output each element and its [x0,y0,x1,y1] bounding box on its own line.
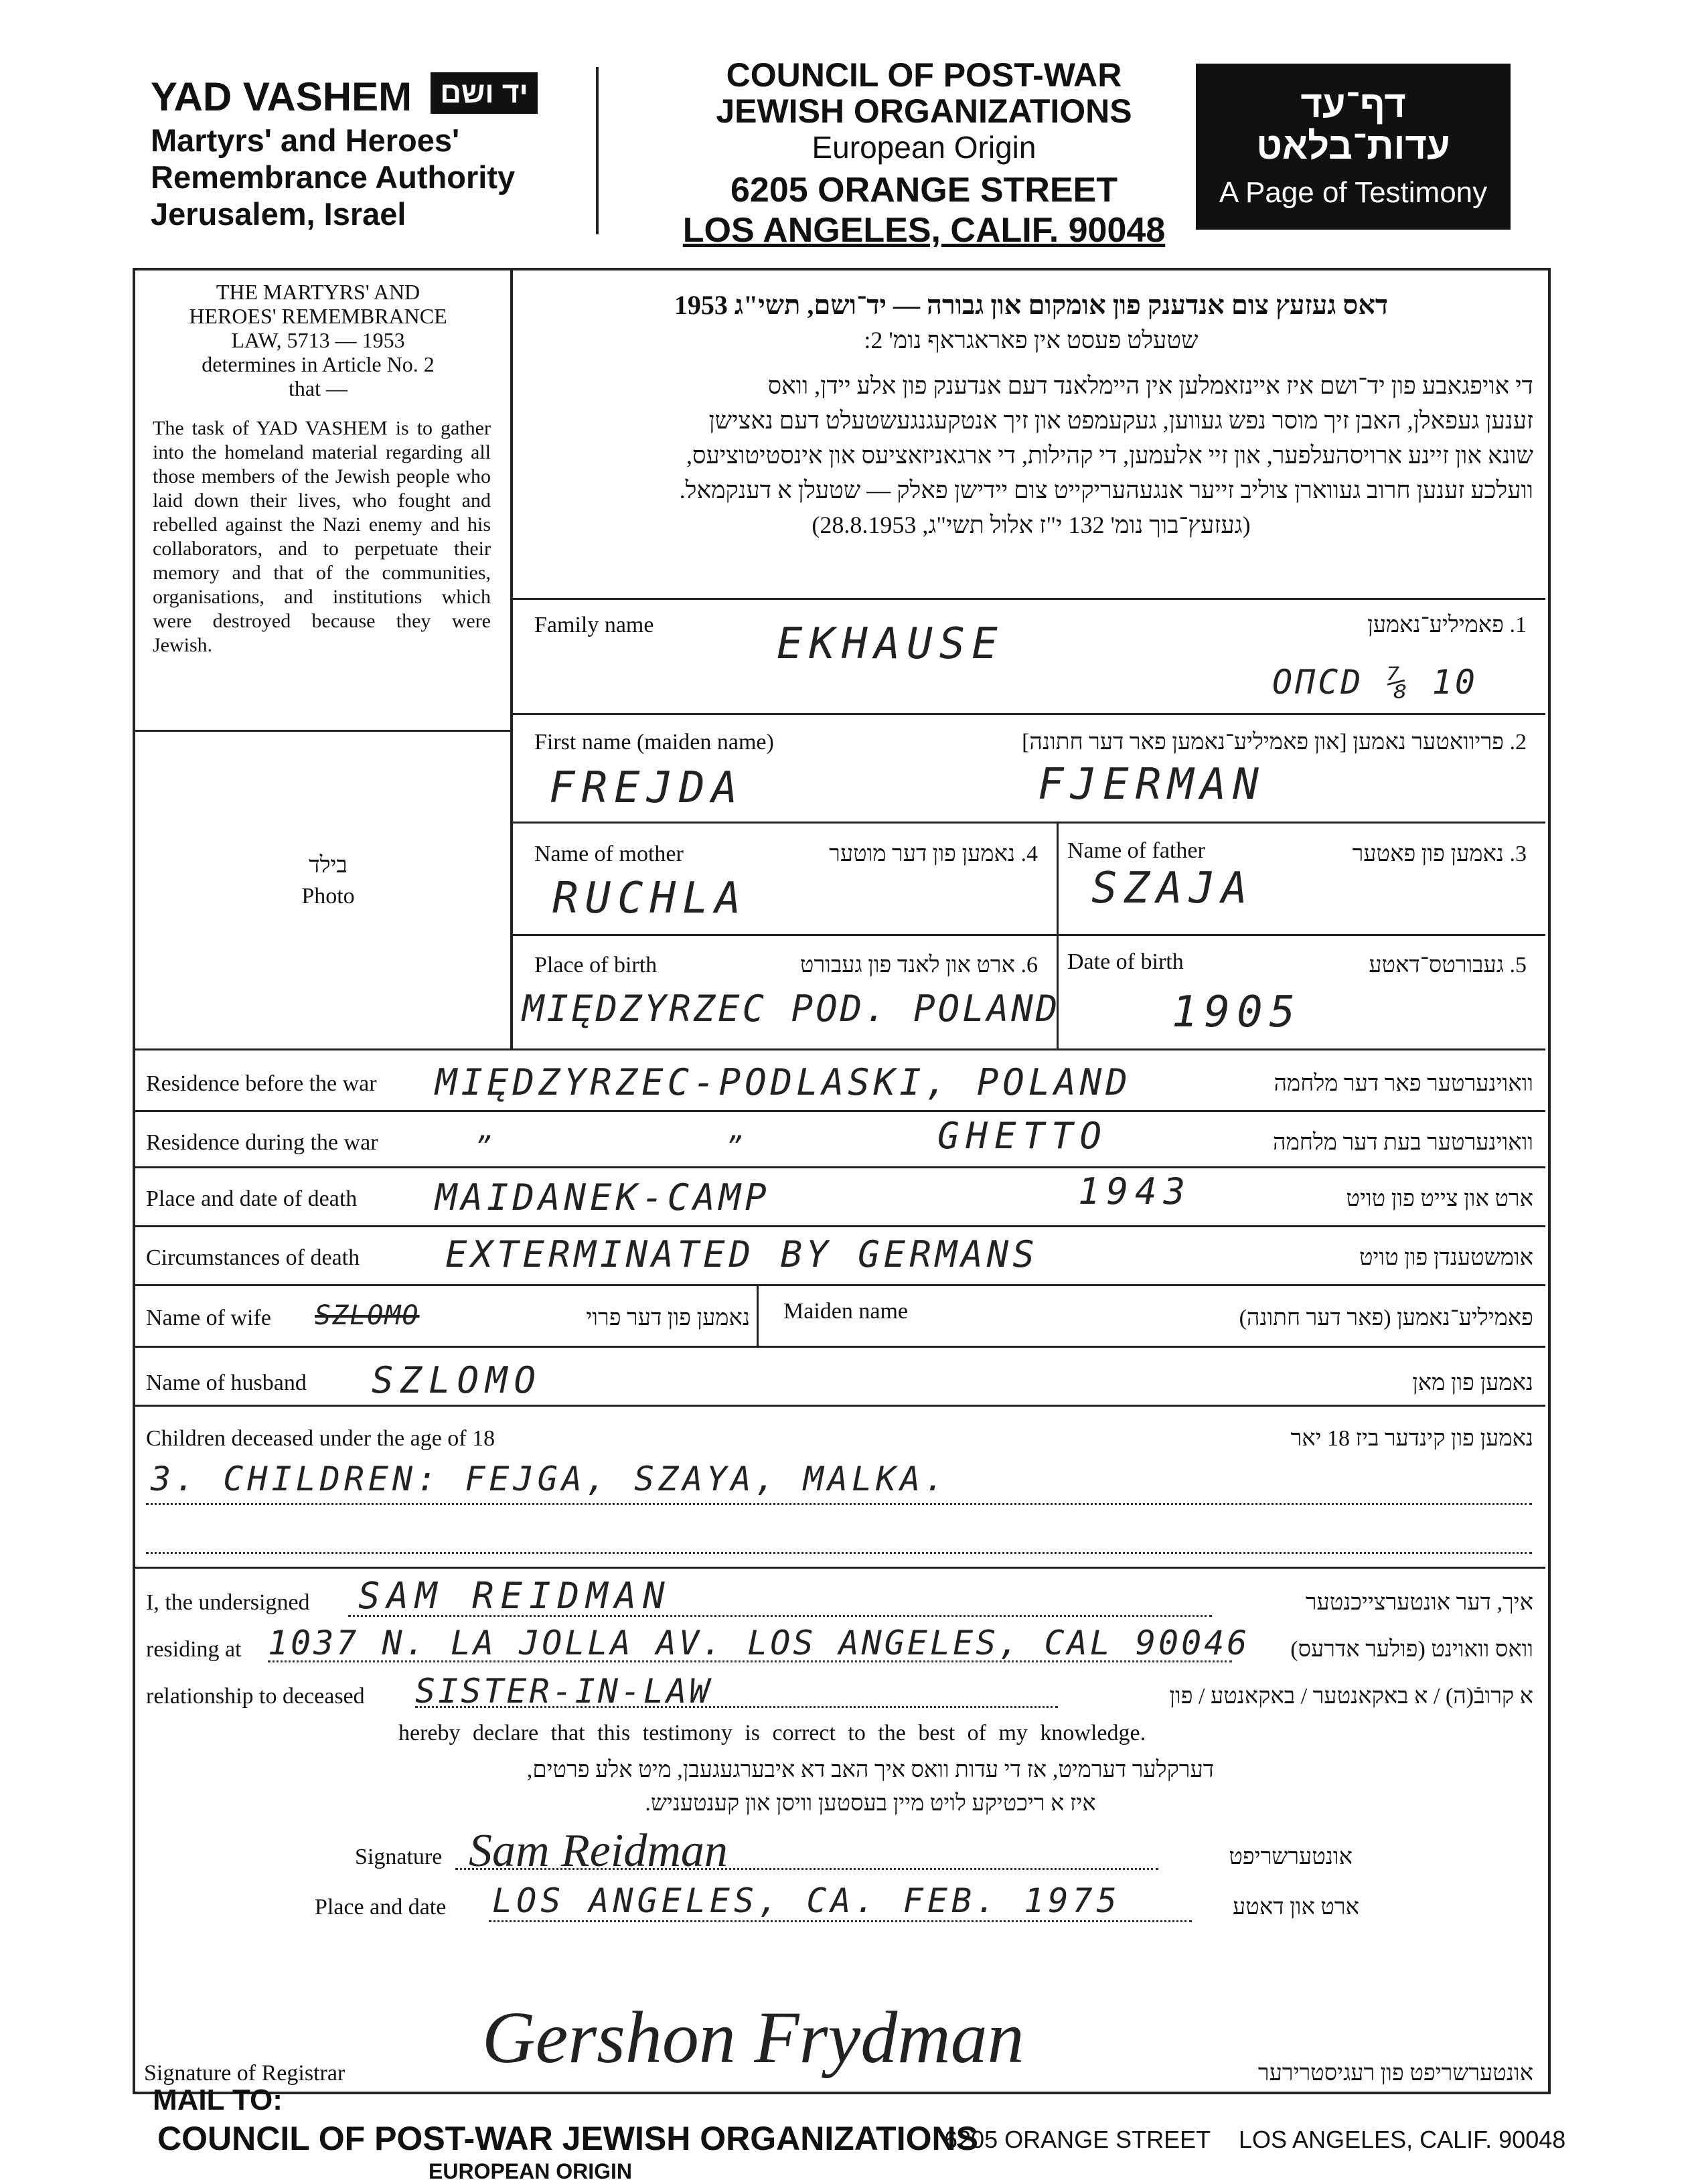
yiddish-law-line: וועלכע זענען חרוב געווארן צוליב זייער אנגעהעריקייט צום יידישן פאלק — שטעלן א דענקמאל. [679,477,1533,503]
residence-before-label: Residence before the war [146,1071,377,1096]
place-date-label: Place and date [315,1895,447,1920]
yiddish-law-line: זענען געפאלן, האבן זיך מוסר נפש געווען, געקעמפט און זיך אנטקעגנגעשטעלט דעם נאצישן [708,407,1533,434]
col-divider [757,1284,759,1346]
row-divider [135,1284,1545,1286]
wife-name-label-yiddish: נאמען פון דער פרוי [586,1306,750,1330]
page-of-testimony-box [1196,64,1511,230]
death-place-label-yiddish: ארט און צייט פון טויט [1346,1186,1533,1211]
husband-name-value[interactable]: SZLOMO [372,1359,543,1401]
yiddish-law-subtitle: שטעלט פעסט אין פאראגראף נומ' 2: [864,327,1199,354]
family-name-note: OΠCD ⅞ 10 [1272,663,1478,702]
council-street: 6205 ORANGE STREET [730,171,1118,210]
children-line [146,1503,1532,1505]
law-line: HEROES' REMEMBRANCE [189,304,447,328]
row-divider [135,1405,1545,1407]
law-divider [135,730,510,732]
family-name-value[interactable]: EKHAUSE [777,619,1004,669]
registrar-signature[interactable]: Gershon Frydman [482,1997,1024,2078]
row-divider [513,822,1545,824]
declaration-statement-yiddish: דערקלער דערמיט, אז די עדות וואס איך האב דא איבערגעגעבן, מיט אלע פרטים, [526,1758,1215,1782]
council-line: JEWISH ORGANIZATIONS [716,92,1132,130]
wife-name-label: Name of wife [146,1306,271,1330]
father-name-label-yiddish: 3. נאמען פון פאטער [1352,842,1527,866]
page-title: A Page of Testimony [1219,176,1488,209]
death-circumstances-value[interactable]: EXTERMINATED BY GERMANS [445,1233,1039,1275]
children-label: Children deceased under the age of 18 [146,1426,495,1451]
wife-name-struck-value[interactable]: SZLOMO [315,1300,420,1331]
maiden-name-label: Maiden name [783,1299,908,1324]
registrar-label: Signature of Registrar [144,2061,345,2086]
place-date-label-yiddish: ארט און דאטע [1233,1895,1359,1920]
residing-label-yiddish: וואס וואוינט (פולער אדרעס) [1290,1637,1533,1662]
law-line: determines in Article No. 2 [202,352,435,376]
footer-origin: EUROPEAN ORIGIN [429,2159,633,2183]
residence-during-value[interactable]: GHETTO [937,1115,1109,1157]
residence-before-label-yiddish: וואוינערטער פאר דער מלחמה [1274,1071,1533,1096]
husband-name-label-yiddish: נאמען פון מאן [1412,1371,1533,1395]
council-origin: European Origin [812,130,1036,165]
birth-date-value[interactable]: 1905 [1172,988,1302,1037]
father-name-label: Name of father [1067,838,1205,863]
declaration-statement: hereby declare that this testimony is correct to the best of my knowledge. [398,1721,1146,1745]
law-heading [141,280,495,400]
law-line: LAW, 5713 — 1953 [231,328,405,352]
row-divider [135,1225,1545,1227]
left-column-divider [510,270,513,1048]
row-divider [513,598,1545,600]
children-line [146,1552,1532,1554]
row-divider [513,713,1545,715]
footer-city: LOS ANGELES, CALIF. 90048 [1239,2126,1566,2153]
husband-name-label: Name of husband [146,1371,307,1395]
signature-label-yiddish: אונטערשריפט [1229,1845,1353,1869]
maiden-name-value[interactable]: FJERMAN [1038,760,1265,809]
death-place-label: Place and date of death [146,1186,358,1211]
page-title-hebrew: דף־עד [1300,83,1406,125]
residence-before-value[interactable]: MIĘDZYRZEC-PODLASKI, POLAND [435,1061,1132,1103]
row-divider [135,1346,1545,1348]
birth-place-label-yiddish: 6. ארט און לאנד פון געבורט [799,953,1038,978]
family-name-label-yiddish: 1. פאמיליע־נאמען [1367,613,1527,637]
declaration-statement-yiddish: איז א ריכטיקע לויט מיין בעסטען וויסן און קענטעניש. [645,1791,1096,1816]
death-circumstances-label-yiddish: אומשטענדן פון טויט [1359,1245,1533,1270]
relationship-label: relationship to deceased [146,1684,365,1709]
council-city: LOS ANGELES, CALIF. 90048 [682,211,1166,250]
yiddish-law-text [529,288,1533,542]
yad-vashem-hebrew-logo: יד ושם [431,72,538,114]
row-divider [135,1567,1545,1569]
authority-line: Remembrance Authority [151,159,516,195]
row-divider [135,1166,1545,1168]
first-name-label: First name (maiden name) [534,730,774,755]
signature-value[interactable]: Sam Reidman [469,1825,728,1877]
registrar-label-yiddish: אונטערשריפט פון רעגיסטרירער [1257,2061,1533,2086]
photo-label: Photo [301,884,355,909]
place-date-line [489,1920,1192,1922]
council-line: COUNCIL OF POST-WAR [726,56,1122,94]
undersigned-value[interactable]: SAM REIDMAN [358,1575,672,1617]
residence-during-label-yiddish: וואוינערטער בעת דער מלחמה [1273,1130,1533,1155]
yiddish-law-title: דאס געזעץ צום אנדענק פון אומקום און גבורה — יד־ושם, תשי"ג 1953 [674,290,1389,320]
residence-during-ditto: ” ” [475,1132,749,1162]
page-title-yiddish: עדות־בלאט [1256,125,1450,167]
header-divider [596,67,599,234]
council-address-block [629,57,1219,248]
death-circumstances-label: Circumstances of death [146,1245,360,1270]
father-name-value[interactable]: SZAJA [1091,864,1254,913]
yad-vashem-title: YAD VASHEM [151,74,412,119]
birth-date-label: Date of birth [1067,949,1184,974]
residing-value[interactable]: 1037 N. LA JOLLA AV. LOS ANGELES, CAL 90046 [268,1624,1250,1662]
row-divider [135,1048,1545,1050]
relationship-label-yiddish: א קרובֿ(ה) / א באקאנטער / באקאנטע / פון [1169,1684,1533,1709]
footer-org: COUNCIL OF POST-WAR JEWISH ORGANIZATIONS [157,2120,978,2157]
undersigned-label: I, the undersigned [146,1590,310,1615]
authority-line: Jerusalem, Israel [151,196,406,232]
law-line: THE MARTYRS' AND [216,280,420,304]
yiddish-law-line: שונא און זיינע ארויסהעלפער, און זיי אלעמען, די קהילות, די ארגאניזאציעס און אינסטיטוציעס, [686,442,1533,469]
authority-lines [151,122,515,232]
relationship-value[interactable]: SISTER-IN-LAW [415,1672,712,1711]
birth-place-value[interactable]: MIĘDZYRZEC POD. POLAND [522,988,1061,1030]
law-task-text: The task of YAD VASHEM is to gather into the homeland material regarding all those members of the Jewish people who laid down their lives, who fought and rebelled against the Nazi enemy and his collaborators, and to perpetuate their memory and that of the communities, organisations, and institutions which were destroyed because they were Jewish. [153,417,491,656]
death-date-value[interactable]: 1943 [1078,1170,1193,1213]
mother-name-label: Name of mother [534,842,684,866]
birth-place-label: Place of birth [534,953,658,978]
residing-label: residing at [146,1637,242,1662]
photo-label-yiddish: בילד [309,853,348,878]
yiddish-law-citation: (געזעץ־בוך נומ' 132 י"ז אלול תשי"ג, 28.8.1953) [812,512,1251,538]
signature-label: Signature [355,1845,443,1869]
first-name-label-yiddish: 2. פריוואטער נאמען [און פאמיליע־נאמען פאר דער חתונה] [1022,730,1527,755]
row-divider [135,1110,1545,1112]
birth-date-label-yiddish: 5. געבורטס־דאטע [1369,953,1527,978]
yiddish-law-line: די אויפגאבע פון יד־ושם איז איינזאמלען אין היימלאנד דעם אנדענק פון אלע יידן, וואס [767,372,1533,399]
law-line: that — [289,376,348,400]
children-label-yiddish: נאמען פון קינדער ביז 18 יאר [1290,1426,1533,1451]
death-place-value[interactable]: MAIDANEK-CAMP [435,1176,771,1219]
family-name-label: Family name [534,613,654,637]
children-value[interactable]: 3. CHILDREN: FEJGA, SZAYA, MALKA. [151,1460,949,1498]
footer-street: 6205 ORANGE STREET [944,2126,1211,2153]
mail-to-label: MAIL TO: [153,2084,283,2116]
undersigned-label-yiddish: איך, דער אונטערצייכנטער [1305,1590,1533,1615]
mother-name-label-yiddish: 4. נאמען פון דער מוטער [829,842,1038,866]
photo-area [288,850,368,912]
mother-name-value[interactable]: RUCHLA [552,874,748,923]
authority-line: Martyrs' and Heroes' [151,123,460,158]
place-date-value[interactable]: LOS ANGELES, CA. FEB. 1975 [492,1881,1121,1920]
residence-during-label: Residence during the war [146,1130,378,1155]
first-name-value[interactable]: FREJDA [549,763,745,813]
maiden-name-label-yiddish: פאמיליע־נאמען (פאר דער חתונה) [1239,1306,1533,1330]
row-divider [513,934,1545,936]
